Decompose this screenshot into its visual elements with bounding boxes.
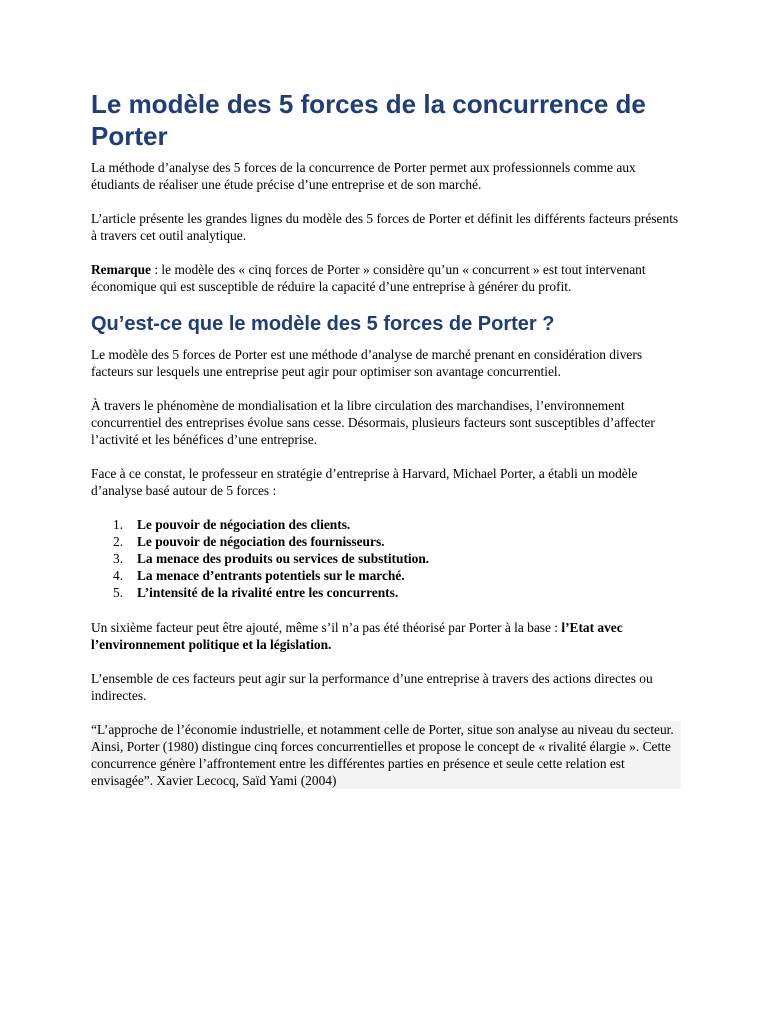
page-title: Le modèle des 5 forces de la concurrence de Porter (91, 89, 646, 151)
remark-label: Remarque (91, 262, 152, 277)
intro-paragraph-2: L’article présente les grandes lignes du modèle des 5 forces de Porter et définit les différents facteurs présents à travers cet outil analytique. (91, 211, 679, 243)
document-page (91, 88, 681, 789)
list-item-number: 3. (113, 551, 124, 566)
list-item-number: 4. (113, 568, 124, 583)
sixth-factor-bold: l’Etat avec l’environnement politique et la législation. (91, 620, 623, 652)
list-item-text: Le pouvoir de négociation des clients. (137, 517, 351, 532)
quote-block: “L’approche de l’économie industrielle, et notamment celle de Porter, situe son analyse au niveau du secteur. Ainsi, Porter (1980) distingue cinq forces concurrentielles et propose le concept de « rivalité élargie ». Cette concurrence génère l’affrontement entre les différentes parties en présence et seule cette relation est envisagée”. Xavier Lecocq, Saïd Yami (2004) (91, 721, 681, 789)
forces-list (91, 516, 681, 601)
remark-text: : le modèle des « cinq forces de Porter » considère qu’un « concurrent » est tout intervenant économique qui est susceptible de réduire la capacité d’une entreprise à générer du profit. (91, 262, 646, 294)
list-item-number: 5. (113, 585, 124, 600)
list-item-text: L’intensité de la rivalité entre les concurrents. (137, 585, 399, 600)
remark-paragraph (91, 261, 681, 295)
list-item-text: La menace d’entrants potentiels sur le marché. (137, 568, 405, 583)
sixth-factor-paragraph (91, 619, 681, 653)
list-item (113, 516, 681, 533)
section-paragraph-1: Le modèle des 5 forces de Porter est une méthode d’analyse de marché prenant en considération divers facteurs sur lesquels une entreprise peut agir pour optimiser son avantage concurrentiel. (91, 347, 643, 379)
intro-paragraph-1: La méthode d’analyse des 5 forces de la concurrence de Porter permet aux professionnels comme aux étudiants de réaliser une étude précise d’une entreprise et de son marché. (91, 160, 636, 192)
list-item (113, 584, 681, 601)
list-item-text: Le pouvoir de négociation des fournisseurs. (137, 534, 385, 549)
list-item-number: 1. (113, 517, 124, 532)
section-paragraph-3: Face à ce constat, le professeur en stratégie d’entreprise à Harvard, Michael Porter, a établi un modèle d’analyse basé autour de 5 forces : (91, 466, 638, 498)
section-paragraph-5: L’ensemble de ces facteurs peut agir sur la performance d’une entreprise à travers des actions directes ou indirectes. (91, 671, 653, 703)
list-item (113, 533, 681, 550)
list-item-text: La menace des produits ou services de substitution. (137, 551, 430, 566)
list-item (113, 567, 681, 584)
list-item (113, 550, 681, 567)
section-paragraph-2: À travers le phénomène de mondialisation et la libre circulation des marchandises, l’environnement concurrentiel des entreprises évolue sans cesse. Désormais, plusieurs facteurs sont susceptibles d’affecter l’activité et les bénéfices d’une entreprise. (91, 398, 655, 447)
list-item-number: 2. (113, 534, 124, 549)
sixth-factor-text: Un sixième facteur peut être ajouté, même s’il n’a pas été théorisé par Porter à la base : (91, 620, 562, 635)
section-heading: Qu’est-ce que le modèle des 5 forces de Porter ? (91, 313, 555, 335)
